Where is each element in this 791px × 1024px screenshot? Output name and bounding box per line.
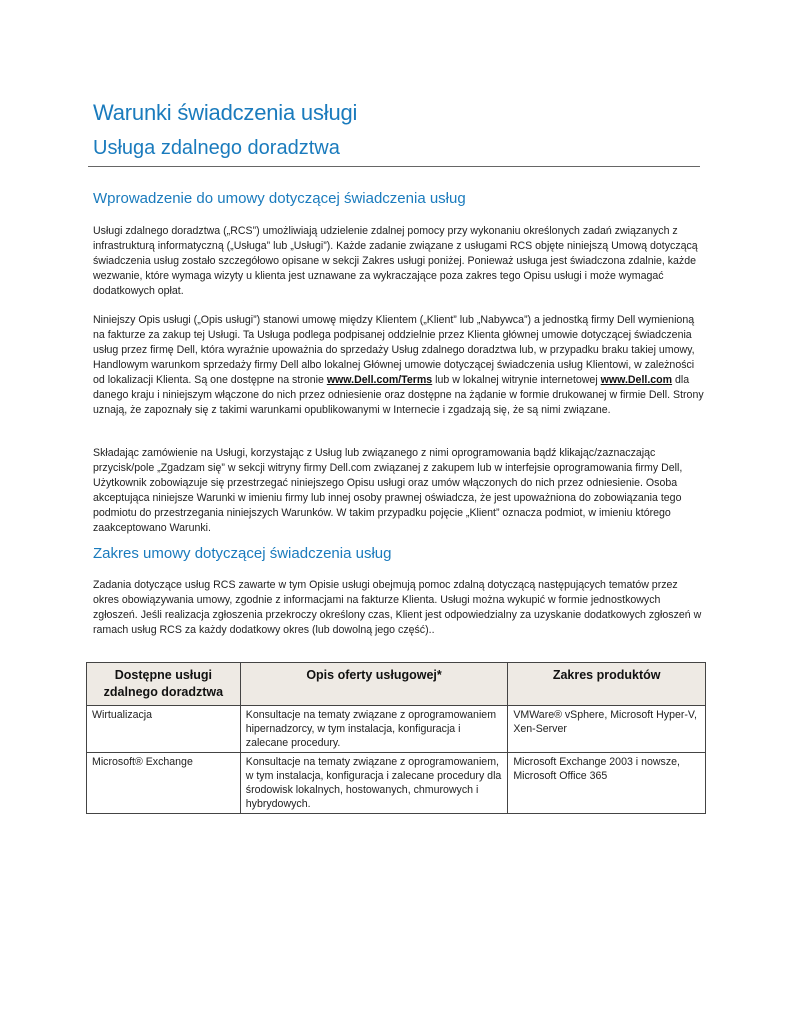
table-row (87, 753, 706, 814)
table-cell-description: Konsultacje na tematy związane z oprogramowaniem, w tym instalacja, konfiguracja i zalecane procedury dla środowisk lokalnych, hostowanych, chmurowych i hybrydowych. (240, 753, 508, 814)
dell-terms-link[interactable]: www.Dell.com/Terms (326, 374, 433, 386)
table-cell-service: Wirtualizacja (87, 706, 241, 753)
intro-paragraph-2-text-a: Niniejszy Opis usługi („Opis usługi”) stanowi umowę między Klientem („Klient” lub „Nabywca”) a jednostką firmy Dell wymienioną na fakturze za zakup tej Usługi. Ta Usługa podlega podpisanej oddzielnie przez Klienta głównej umowie dotyczącej świadczenia usług przez firmę Dell, która wyraźnie upoważnia do sprzedaży Usług zdalnego doradztwa lub, w przypadku braku takiej umowy, Handlowym warunkom sprzedaży firmy Dell albo lokalnej Głównej umowie dotyczącej świadczenia usług Klientowi, w zależności od lokalizacji Klienta. Są one dostępne na stronie (93, 314, 695, 386)
intro-paragraph-2 (93, 313, 705, 418)
intro-paragraph-2-text-c: dla danego kraju i niniejszym włączone do nich przez odniesienie oraz dostępne na żądanie w formie drukowanej w firmie Dell. Strony uznają, że zapoznały się z takimi warunkami opublikowanymi w Internecie i zgadzają się, że są nimi związane. (93, 374, 704, 416)
table-cell-description: Konsultacje na tematy związane z oprogramowaniem hipernadzorcy, w tym instalacja, konfiguracja i zalecane procedury. (240, 706, 508, 753)
table-header-row (87, 663, 706, 706)
table-row (87, 706, 706, 753)
intro-paragraph-3: Składając zamówienie na Usługi, korzystając z Usług lub związanego z nimi oprogramowania bądź klikając/zaznaczając przycisk/pole „Zgadzam się” w sekcji witryny firmy Dell.com związanej z zakupem lub w interfejsie oprogramowania firmy Dell, Użytkownik zobowiązuje się przestrzegać niniejszego Opisu usługi oraz umów włączonych do nich przez odniesienie. Osoba akceptująca niniejsze Warunki w imieniu firmy lub innej osoby prawnej oświadcza, że jest upoważniona do zobowiązania tego podmiotu do przestrzegania niniejszych Warunków. W takim przypadku pojęcie „Klient” oznacza podmiot, w imieniu którego zaakceptowano Warunki. (93, 447, 683, 534)
document-title: Warunki świadczenia usługi (93, 100, 358, 125)
table-header-description: Opis oferty usługowej* (240, 663, 508, 706)
title-divider (88, 166, 700, 167)
intro-paragraph-1: Usługi zdalnego doradztwa („RCS”) umożliwiają udzielenie zdalnej pomocy przy wykonaniu określonych zadań związanych z infrastrukturą informatyczną („Usługa” lub „Usługi”). Każde zadanie związane z usługami RCS objęte niniejszą Umową dotyczącą świadczenia usług zostało szczegółowo opisane w sekcji Zakres usługi poniżej. Ponieważ usługa jest świadczona zdalnie, każde wezwanie, które wymaga wizyty u klienta jest uznawane za wykraczające poza zakres tego Opisu usługi i może wymagać dodatkowych opłat. (93, 225, 698, 297)
section-heading-scope: Zakres umowy dotyczącej świadczenia usług (93, 545, 392, 562)
intro-paragraph-2-text-b: lub w lokalnej witrynie internetowej (435, 374, 598, 386)
table-cell-products: VMWare® vSphere, Microsoft Hyper-V, Xen-Server (508, 706, 706, 753)
table-header-products: Zakres produktów (508, 663, 706, 706)
scope-paragraph: Zadania dotyczące usług RCS zawarte w tym Opisie usługi obejmują pomoc zdalną dotyczącą następujących tematów przez okres obowiązywania umowy, zgodnie z informacjami na fakturze Klienta. Usługi można wykupić w formie jednostkowych zgłoszeń. Jeśli realizacja zgłoszenia przekroczy określony czas, Klient jest odpowiedzialny za uzyskanie dodatkowych zgłoszeń w ramach usług RCS za każdy dodatkowy okres (lub dowolną jego część).. (93, 579, 702, 636)
section-heading-intro: Wprowadzenie do umowy dotyczącej świadczenia usług (93, 190, 466, 207)
services-table (86, 662, 706, 814)
dell-com-link[interactable]: www.Dell.com (600, 374, 673, 386)
table-cell-products: Microsoft Exchange 2003 i nowsze, Microsoft Office 365 (508, 753, 706, 814)
document-subtitle: Usługa zdalnego doradztwa (93, 137, 340, 159)
table-cell-service: Microsoft® Exchange (87, 753, 241, 814)
table-header-services: Dostępne usługi zdalnego doradztwa (87, 663, 241, 706)
